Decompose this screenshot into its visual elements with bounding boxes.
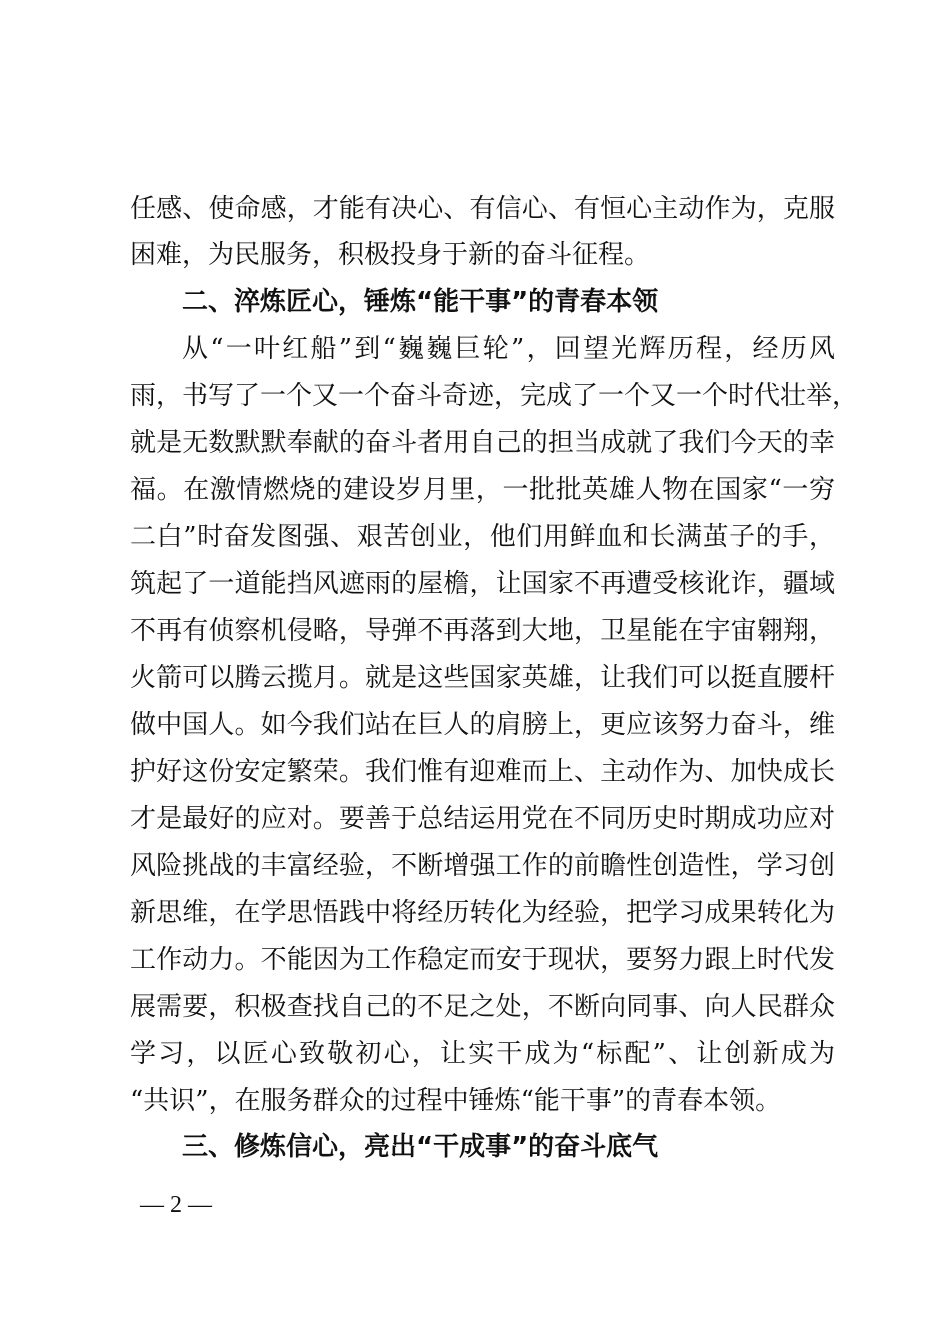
body-text-line: 护好这份安定繁荣。我们惟有迎难而上、主动作为、加快成长 xyxy=(130,757,835,787)
body-text-line: “共识”，在服务群众的过程中锤炼“能干事”的青春本领。 xyxy=(130,1086,782,1116)
page-number: — 2 — xyxy=(140,1192,212,1218)
section-heading-3: 三、修炼信心，亮出“干成事”的奋斗底气 xyxy=(182,1132,659,1162)
body-text-line: 展需要，积极查找自己的不足之处，不断向同事、向人民群众 xyxy=(130,992,835,1022)
body-text-line: 学习，以匠心致敬初心，让实干成为“标配”、让创新成为 xyxy=(130,1039,835,1069)
body-text-line: 火箭可以腾云揽月。就是这些国家英雄，让我们可以挺直腰杆 xyxy=(130,663,835,693)
body-text-line: 雨，书写了一个又一个奋斗奇迹，完成了一个又一个时代壮举， xyxy=(130,381,859,411)
body-text-line: 任感、使命感，才能有决心、有信心、有恒心主动作为，克服 xyxy=(130,194,835,224)
body-text-line: 筑起了一道能挡风遮雨的屋檐，让国家不再遭受核讹诈，疆域 xyxy=(130,569,835,599)
body-text-line: 福。在激情燃烧的建设岁月里，一批批英雄人物在国家“一穷 xyxy=(130,475,835,505)
body-text-line: 才是最好的应对。要善于总结运用党在不同历史时期成功应对 xyxy=(130,804,835,834)
body-text-line: 风险挑战的丰富经验，不断增强工作的前瞻性创造性，学习创 xyxy=(130,851,835,881)
body-text-line: 不再有侦察机侵略，导弹不再落到大地，卫星能在宇宙翱翔， xyxy=(130,616,835,646)
body-text-line: 新思维，在学思悟践中将经历转化为经验，把学习成果转化为 xyxy=(130,898,835,928)
body-text-line: 工作动力。不能因为工作稳定而安于现状，要努力跟上时代发 xyxy=(130,945,835,975)
body-text-line: 困难，为民服务，积极投身于新的奋斗征程。 xyxy=(130,240,651,270)
body-text-line: 从“一叶红船”到“巍巍巨轮”，回望光辉历程，经历风 xyxy=(182,334,835,364)
body-text-line: 做中国人。如今我们站在巨人的肩膀上，更应该努力奋斗，维 xyxy=(130,710,835,740)
section-heading-2: 二、淬炼匠心，锤炼“能干事”的青春本领 xyxy=(182,287,659,317)
body-text-line: 就是无数默默奉献的奋斗者用自己的担当成就了我们今天的幸 xyxy=(130,428,835,458)
body-text-line: 二白”时奋发图强、艰苦创业，他们用鲜血和长满茧子的手， xyxy=(130,522,835,552)
